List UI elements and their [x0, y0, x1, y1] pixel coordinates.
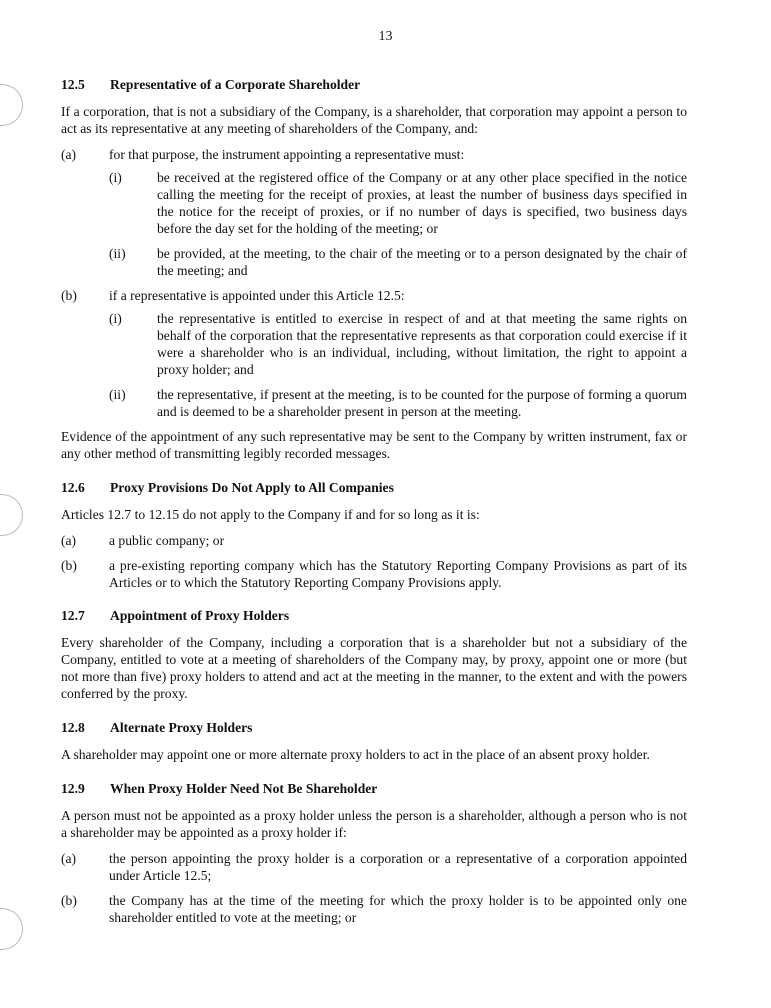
- section-number: 12.6: [61, 480, 85, 495]
- list-item: (a) the person appointing the proxy holder is a corporation or a representative of a corporation appointed under Article 12.5;: [61, 851, 687, 883]
- section-title: Representative of a Corporate Shareholder: [110, 77, 361, 92]
- section-number: 12.9: [61, 781, 85, 796]
- section-paragraph: Articles 12.7 to 12.15 do not apply to the Company if and for so long as it is:: [61, 507, 480, 522]
- section-number: 12.8: [61, 720, 85, 735]
- section-heading: [61, 780, 687, 797]
- page-number: 13: [378, 29, 393, 44]
- section-paragraph: Every shareholder of the Company, including a corporation that is a shareholder but not a subsidiary of the Company, entitled to vote at a meeting of shareholders of the Company may, by proxy, appoint one or more (but not more than five) proxy holders to attend and act at the meeting in the manner, to the extent and with the powers conferred by the proxy.: [61, 635, 687, 701]
- list-item: (a) a public company; or: [61, 533, 225, 548]
- section-paragraph: If a corporation, that is not a subsidiary of the Company, is a shareholder, that corporation may appoint a person to act as its representative at any meeting of shareholders of the Company, and:: [61, 104, 687, 136]
- section-title: When Proxy Holder Need Not Be Shareholder: [110, 781, 378, 796]
- section-heading: [61, 719, 687, 736]
- section-paragraph: A person must not be appointed as a proxy holder unless the person is a shareholder, although a person who is not a shareholder may be appointed as a proxy holder if:: [61, 808, 687, 840]
- section-paragraph: A shareholder may appoint one or more alternate proxy holders to act in the place of an absent proxy holder.: [61, 747, 650, 762]
- section-paragraph: Evidence of the appointment of any such representative may be sent to the Company by written instrument, fax or any other method of transmitting legibly recorded messages.: [61, 429, 687, 461]
- sub-list-item: (i) the representative is entitled to exercise in respect of and at that meeting the same rights on behalf of the corporation that the representative represents as that corporation could exercise if it were a shareholder who is an individual, including, without limitation, the right to appoint a proxy holder; and: [109, 311, 687, 377]
- section-heading: [61, 607, 687, 624]
- sub-list-item: (ii) be provided, at the meeting, to the chair of the meeting or to a person designated by the chair of the meeting; and: [109, 246, 687, 278]
- list-item: (b) the Company has at the time of the meeting for which the proxy holder is to be appointed only one shareholder entitled to vote at the meeting; or: [61, 893, 687, 925]
- section-title: Alternate Proxy Holders: [110, 720, 253, 735]
- punch-hole-mark: [0, 84, 23, 126]
- section-title: Proxy Provisions Do Not Apply to All Companies: [110, 480, 394, 495]
- section-heading: [61, 479, 687, 496]
- document-body: [61, 76, 687, 934]
- list-item: (b) if a representative is appointed under this Article 12.5:: [61, 288, 405, 303]
- section-title: Appointment of Proxy Holders: [110, 608, 290, 623]
- punch-hole-mark: [0, 908, 23, 950]
- sub-list-item: (i) be received at the registered office of the Company or at any other place specified in the notice calling the meeting for the receipt of proxies, at least the number of business days specified in the notice for the receipt of proxies, or if no number of days is specified, two business days before the day set for the holding of the meeting; or: [109, 170, 687, 236]
- section-number: 12.5: [61, 77, 85, 92]
- list-item: (b) a pre-existing reporting company which has the Statutory Reporting Company Provisions as part of its Articles or to which the Statutory Reporting Company Provisions apply.: [61, 558, 687, 590]
- list-item: (a) for that purpose, the instrument appointing a representative must:: [61, 147, 465, 162]
- punch-hole-mark: [0, 494, 23, 536]
- section-heading: [61, 76, 687, 93]
- section-number: 12.7: [61, 608, 85, 623]
- sub-list-item: (ii) the representative, if present at the meeting, is to be counted for the purpose of forming a quorum and is deemed to be a shareholder present in person at the meeting.: [109, 387, 687, 419]
